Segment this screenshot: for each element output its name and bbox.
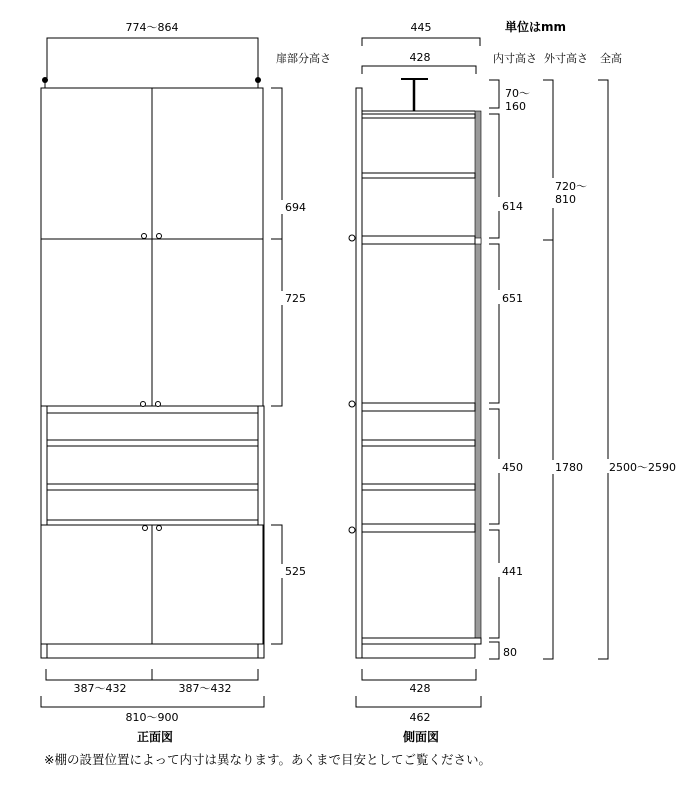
front-view-title: 正面図 — [136, 730, 174, 744]
handle-icon — [157, 526, 162, 531]
handle-icon — [157, 234, 162, 239]
door-height-upper: 694 — [285, 201, 306, 214]
middle-door-left — [41, 239, 152, 406]
inner-height-4: 450 — [502, 461, 523, 474]
upper-door-right — [152, 88, 263, 239]
side-front-edge — [356, 88, 362, 658]
handle-icon — [349, 527, 355, 533]
handle-icon — [141, 402, 146, 407]
top-width-dimension-line — [47, 38, 258, 78]
lower-door-left — [41, 525, 152, 644]
total-height-label: 2500〜2590 — [609, 461, 676, 474]
inner-height-3: 651 — [502, 292, 523, 305]
handle-icon — [142, 234, 147, 239]
total-depth-label: 462 — [409, 711, 431, 724]
door-height-lower: 525 — [285, 565, 306, 578]
upper-door-left — [41, 88, 152, 239]
inner-height-5: 441 — [502, 565, 523, 578]
unit-label: 単位はmm — [505, 20, 567, 34]
side-view-title: 側面図 — [402, 730, 440, 744]
side-bottom-shelf — [362, 638, 481, 644]
total-width-label: 810〜900 — [125, 711, 179, 724]
outer-height-1 — [555, 180, 591, 206]
outer-depth-label: 445 — [410, 21, 432, 34]
inner-height-1-line: 70〜 — [505, 87, 530, 100]
handle-icon — [156, 402, 161, 407]
label-continuation: 160 — [505, 100, 526, 113]
inner-height-1 — [505, 87, 534, 113]
door-height-header: 扉部分高さ — [276, 52, 331, 65]
outer-height-1-line: 720〜 — [555, 180, 587, 193]
front-shelf-1 — [47, 440, 258, 446]
door-height-middle: 725 — [285, 292, 306, 305]
middle-door-right — [152, 239, 263, 406]
inner-height-6: 80 — [503, 646, 517, 659]
side-back-panel — [475, 111, 481, 638]
footnote: ※棚の設置位置によって内寸は異なります。あくまで目安としてご覧ください。 — [44, 752, 491, 767]
half-width-right: 387〜432 — [178, 682, 232, 695]
front-plinth — [47, 644, 258, 658]
inner-height-2: 614 — [502, 200, 523, 213]
side-shelf — [362, 173, 475, 178]
side-divider — [362, 236, 475, 244]
side-plinth — [362, 644, 475, 658]
handle-icon — [143, 526, 148, 531]
side-divider — [362, 524, 475, 532]
side-view — [349, 19, 676, 744]
side-shelf — [362, 484, 475, 490]
front-view — [41, 21, 331, 744]
top-width-label: 774〜864 — [125, 21, 179, 34]
lower-door-right — [152, 525, 263, 644]
front-shelf-2 — [47, 484, 258, 490]
handle-icon — [349, 235, 355, 241]
inner-height-header: 内寸高さ — [493, 52, 537, 65]
total-height-header: 全高 — [600, 52, 622, 65]
label-continuation: 810 — [555, 193, 576, 206]
inner-depth-top-label: 428 — [409, 51, 431, 64]
outer-height-header: 外寸高さ — [544, 52, 588, 65]
inner-depth-bottom-label: 428 — [409, 682, 431, 695]
half-width-left: 387〜432 — [73, 682, 127, 695]
side-divider — [362, 403, 475, 411]
handle-icon — [349, 401, 355, 407]
outer-depth-dimension-line — [362, 38, 480, 46]
outer-height-2: 1780 — [555, 461, 583, 474]
side-shelf — [362, 440, 475, 446]
